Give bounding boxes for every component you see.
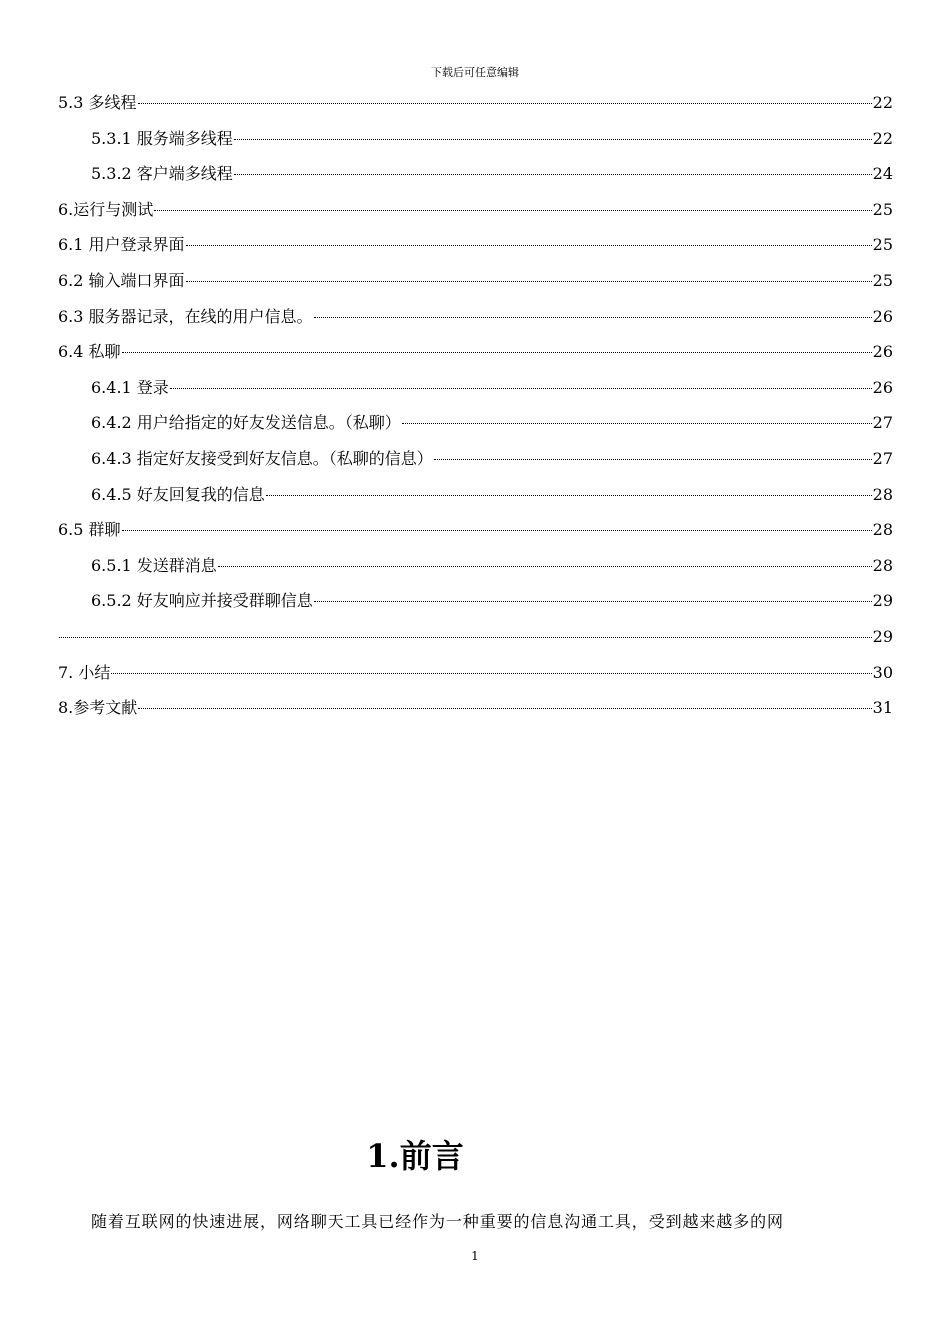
toc-dot-leader — [122, 530, 872, 531]
page-number: 1 — [471, 1249, 479, 1263]
table-of-contents — [58, 88, 893, 729]
toc-entry-page: 26 — [872, 342, 893, 362]
toc-entry-label: 5.3.1 服务端多线程 — [91, 128, 233, 148]
toc-dot-leader — [59, 637, 872, 638]
toc-dot-leader — [138, 103, 872, 104]
toc-entry-page: 31 — [872, 698, 893, 718]
toc-dot-leader — [314, 601, 872, 602]
toc-entry-page: 28 — [872, 520, 893, 540]
toc-entry-page: 29 — [872, 626, 893, 646]
body-paragraph: 随着互联网的快速进展，网络聊天工具已经作为一种重要的信息沟通工具，受到越来越多的网 — [91, 1212, 784, 1231]
toc-entry-page: 26 — [872, 377, 893, 397]
toc-entry[interactable] — [58, 586, 893, 622]
toc-entry-page: 22 — [872, 93, 893, 112]
toc-entry-label: 6.运行与测试 — [58, 199, 154, 219]
toc-entry-label: 8.参考文献 — [58, 698, 138, 718]
toc-entry[interactable] — [58, 195, 893, 231]
toc-entry-page: 25 — [872, 235, 893, 255]
toc-dot-leader — [186, 281, 872, 282]
toc-dot-leader — [234, 174, 872, 175]
toc-entry-label: 6.4.5 好友回复我的信息 — [91, 484, 265, 504]
toc-entry[interactable] — [58, 622, 893, 658]
toc-entry-label: 6.2 输入端口界面 — [58, 270, 185, 290]
toc-entry-page: 28 — [872, 555, 893, 575]
toc-entry-page: 25 — [872, 270, 893, 290]
toc-dot-leader — [402, 423, 872, 424]
toc-entry[interactable] — [58, 515, 893, 551]
toc-entry[interactable] — [58, 480, 893, 516]
toc-dot-leader — [170, 388, 872, 389]
toc-entry[interactable] — [58, 88, 893, 124]
toc-dot-leader — [314, 317, 872, 318]
toc-dot-leader — [154, 210, 871, 211]
toc-entry-page: 29 — [872, 591, 893, 611]
toc-entry[interactable] — [58, 337, 893, 373]
toc-entry-label: 5.3 多线程 — [58, 93, 137, 112]
toc-entry-page: 24 — [872, 164, 893, 184]
toc-entry-label: 6.5 群聊 — [58, 520, 121, 540]
toc-entry-page: 25 — [872, 199, 893, 219]
toc-entry[interactable] — [58, 159, 893, 195]
toc-dot-leader — [434, 459, 872, 460]
toc-entry-label: 6.4.2 用户给指定的好友发送信息。（私聊） — [91, 413, 401, 433]
toc-entry-page: 27 — [872, 413, 893, 433]
toc-entry[interactable] — [58, 302, 893, 338]
toc-entry-page: 30 — [872, 662, 893, 682]
toc-entry[interactable] — [58, 373, 893, 409]
toc-entry-label: 6.4 私聊 — [58, 342, 121, 362]
toc-entry-label: 6.1 用户登录界面 — [58, 235, 185, 255]
toc-entry-page: 27 — [872, 448, 893, 468]
toc-entry[interactable] — [58, 408, 893, 444]
toc-entry-label: 7. 小结 — [58, 662, 111, 682]
toc-dot-leader — [111, 673, 871, 674]
toc-entry[interactable] — [58, 551, 893, 587]
toc-entry[interactable] — [58, 124, 893, 160]
toc-dot-leader — [186, 245, 872, 246]
toc-entry[interactable] — [58, 230, 893, 266]
toc-entry-label: 6.3 服务器记录，在线的用户信息。 — [58, 306, 313, 326]
toc-entry-page: 26 — [872, 306, 893, 326]
toc-entry-label: 6.5.1 发送群消息 — [91, 555, 217, 575]
toc-entry-page: 22 — [872, 128, 893, 148]
toc-entry-page: 28 — [872, 484, 893, 504]
toc-entry[interactable] — [58, 444, 893, 480]
toc-entry-label: 5.3.2 客户端多线程 — [91, 164, 233, 184]
toc-entry-label: 6.5.2 好友响应并接受群聊信息 — [91, 591, 313, 611]
toc-dot-leader — [218, 566, 872, 567]
toc-dot-leader — [122, 352, 872, 353]
toc-entry-label: 6.4.3 指定好友接受到好友信息。（私聊的信息） — [91, 448, 433, 468]
toc-entry[interactable] — [58, 658, 893, 694]
header-note: 下载后可任意编辑 — [431, 66, 519, 79]
toc-entry[interactable] — [58, 693, 893, 729]
toc-dot-leader — [138, 708, 871, 709]
section-heading: 1.前言 — [366, 1137, 464, 1175]
toc-entry[interactable] — [58, 266, 893, 302]
toc-dot-leader — [234, 139, 872, 140]
toc-entry-label: 6.4.1 登录 — [91, 377, 169, 397]
toc-dot-leader — [266, 495, 872, 496]
